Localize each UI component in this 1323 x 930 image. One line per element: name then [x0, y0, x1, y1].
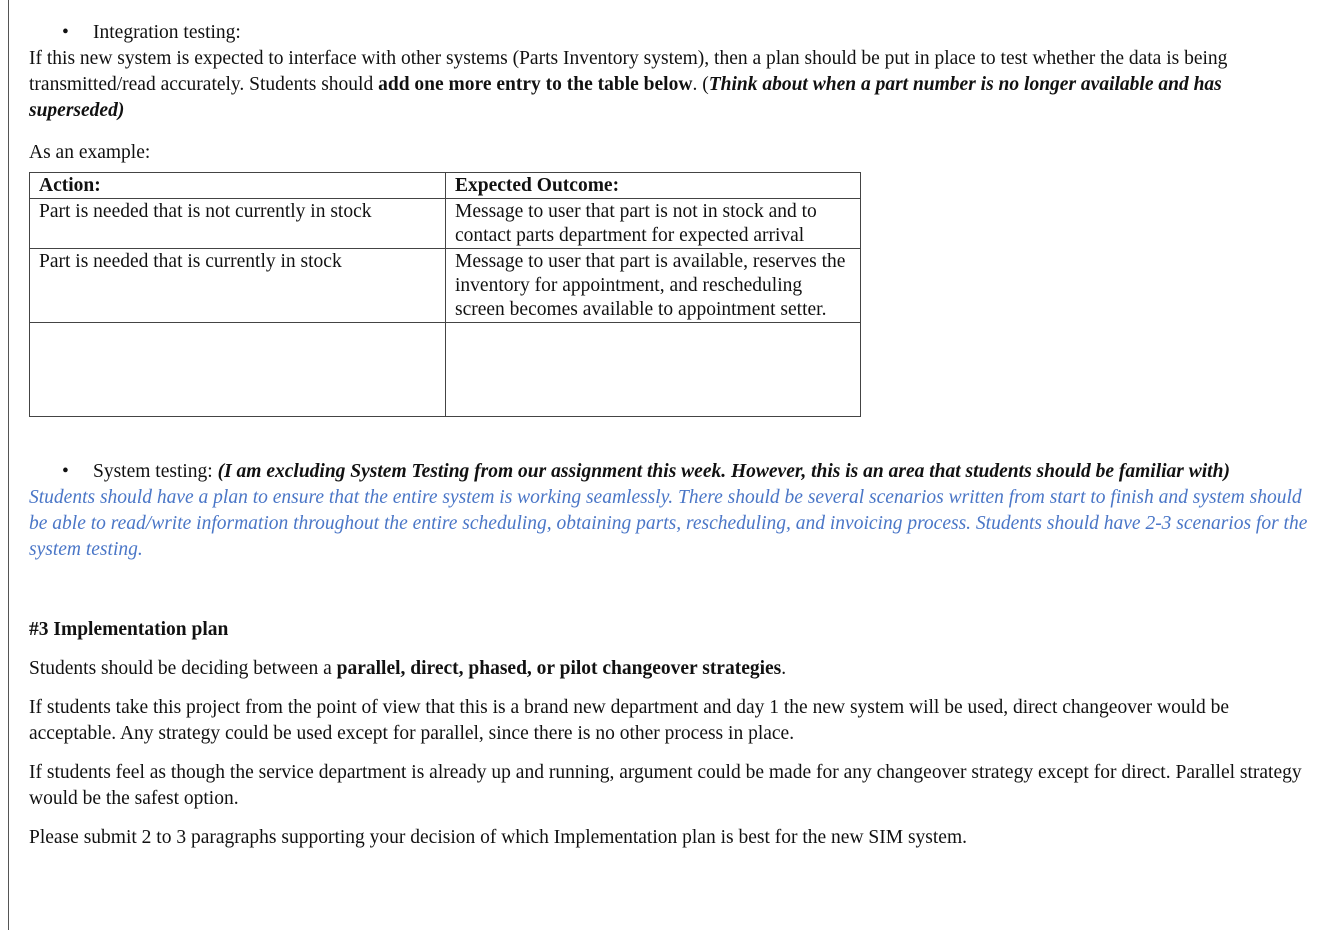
table-cell-action-empty — [30, 323, 446, 417]
table-row — [30, 199, 861, 249]
bullet-dot-icon: • — [62, 22, 69, 43]
integration-testing-bullet — [29, 20, 1315, 46]
implementation-paragraph-4: Please submit 2 to 3 paragraphs supporting your decision of which Implementation plan is best for the new SIM system. — [29, 827, 968, 848]
table-cell-action: Part is needed that is not currently in stock — [30, 199, 446, 249]
table-cell-action: Part is needed that is currently in stock — [30, 249, 446, 323]
table-row — [30, 249, 861, 323]
system-testing-instructions: Students should have a plan to ensure that the entire system is working seamlessly. There should be several scenarios written from start to finish and system should be able to read/write information throughout the entire scheduling, obtaining parts, rescheduling, and invoicing process. Students should have 2-3 scenarios for the system testing. — [29, 487, 1308, 560]
implementation-p1-bold: parallel, direct, phased, or pilot changeover strategies — [336, 658, 782, 679]
system-testing-heading: System testing: — [93, 461, 218, 482]
example-intro: As an example: — [29, 142, 151, 163]
document-page — [29, 20, 1315, 851]
system-testing-note: (I am excluding System Testing from our assignment this week. However, this is an area that students should be familiar with) — [217, 461, 1230, 482]
page-margin-rule — [8, 0, 9, 930]
integration-testing-heading: Integration testing: — [93, 22, 241, 43]
integration-text-bold-italic: Think about when a part number is no longer available and has superseded) — [29, 74, 1222, 121]
integration-text-1: If this new system is expected to interface with other systems (Parts Inventory system), then a plan should be put in place to test whether the data is being transmitted/read accurately. Students should — [29, 48, 1228, 95]
example-table — [29, 172, 861, 417]
implementation-p1-text-2: . — [781, 658, 787, 679]
table-header-action: Action: — [30, 173, 446, 199]
integration-text-2: . ( — [692, 74, 709, 95]
implementation-paragraph-2: If students take this project from the point of view that this is a brand new department and day 1 the new system will be used, direct changeover would be acceptable. Any strategy could be used except for parallel, since there is no other process in place. — [29, 697, 1230, 744]
integration-text-bold: add one more entry to the table below — [378, 74, 693, 95]
bullet-dot-icon: • — [62, 461, 69, 482]
integration-testing-paragraph — [29, 46, 1315, 124]
implementation-p1-text-1: Students should be deciding between a — [29, 658, 337, 679]
implementation-paragraph-1 — [29, 656, 1315, 682]
table-header-outcome: Expected Outcome: — [446, 173, 861, 199]
implementation-paragraph-3: If students feel as though the service department is already up and running, argument could be made for any changeover strategy except for direct. Parallel strategy would be the safest option. — [29, 762, 1302, 809]
table-cell-outcome: Message to user that part is available, reserves the inventory for appointment, and rescheduling screen becomes available to appointment setter. — [446, 249, 861, 323]
table-header-row — [30, 173, 861, 199]
table-cell-outcome: Message to user that part is not in stock and to contact parts department for expected arrival — [446, 199, 861, 249]
system-testing-bullet — [29, 459, 1315, 485]
implementation-plan-heading: #3 Implementation plan — [29, 619, 229, 640]
table-row-empty — [30, 323, 861, 417]
table-cell-outcome-empty — [446, 323, 861, 417]
